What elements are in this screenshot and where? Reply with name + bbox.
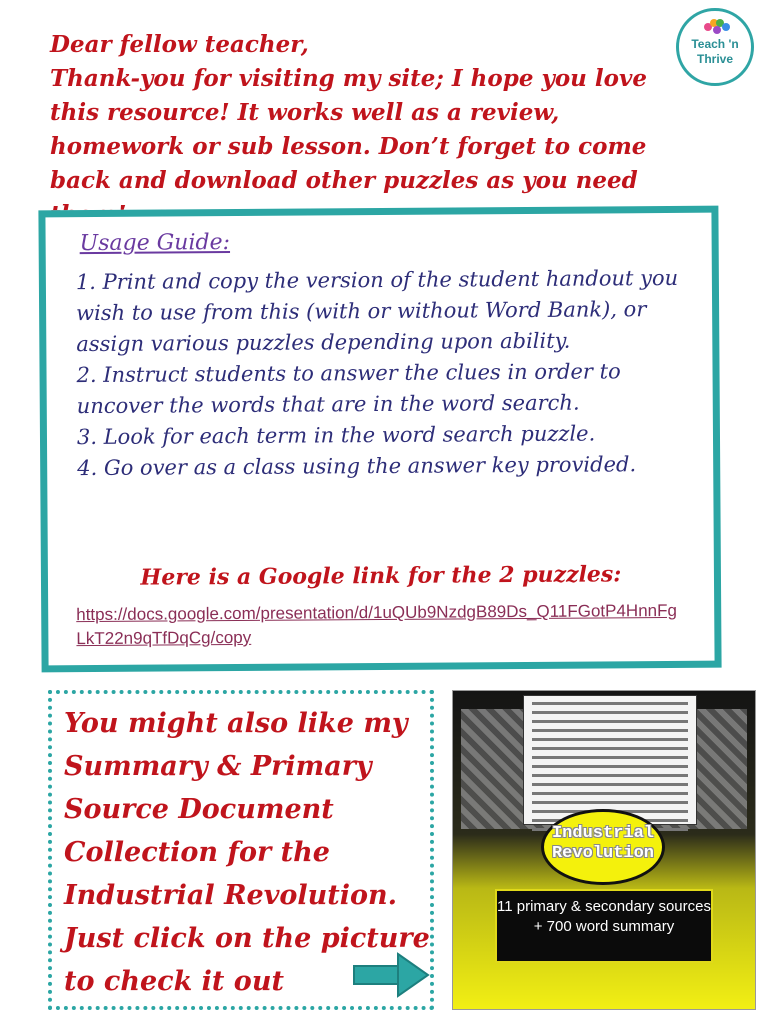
promo-box xyxy=(48,690,434,1010)
usage-guide-box xyxy=(38,206,721,673)
usage-guide-steps xyxy=(76,263,697,484)
teach-n-thrive-logo xyxy=(676,8,754,86)
document-thumbnail xyxy=(523,695,697,825)
google-puzzles-link[interactable]: https://docs.google.com/presentation/d/1uQUb9NzdgB89Ds_Q11FGotP4HnnFgLkT22n9qTfDqCg/copy xyxy=(76,600,677,649)
logo-line-2: Thrive xyxy=(696,52,733,66)
cover-title-line-2: Revolution xyxy=(551,844,655,863)
arrow-right-icon xyxy=(352,952,430,998)
cover-title-ellipse xyxy=(541,809,665,885)
industrial-revolution-product-cover[interactable] xyxy=(452,690,756,1010)
step-1: 1. Print and copy the version of the student handout you wish to use from this (with or without Word Bank), or assign various puzzles depending upon ability. xyxy=(75,265,679,357)
step-2: 2. Instruct students to answer the clues in order to uncover the words that are in the word search. xyxy=(76,359,621,419)
logo-line-1: Teach 'n xyxy=(691,37,739,51)
greeting: Dear fellow teacher, xyxy=(50,31,309,58)
brain-icon xyxy=(703,17,731,37)
google-link-heading: Here is a Google link for the 2 puzzles: xyxy=(140,561,622,591)
intro-text: Thank-you for visiting my site; I hope you love this resource! It works well as a review, homework or sub lesson. Don’t forget to come back and download other puzzles as you need xyxy=(50,65,647,194)
cover-title-line-1: Industrial xyxy=(551,824,655,843)
step-3: 3. Look for each term in the word search puzzle. xyxy=(76,421,596,450)
usage-guide-heading: Usage Guide: xyxy=(79,230,231,257)
step-4: 4. Go over as a class using the answer key provided. xyxy=(77,452,637,481)
cover-subtitle: 11 primary & secondary sources + 700 word summary xyxy=(495,889,713,963)
intro-message xyxy=(50,28,690,232)
promo-text: You might also like my Summary & Primary Source Document Collection for the Industrial Revolution. Just click on the picture to check it out xyxy=(64,708,430,997)
